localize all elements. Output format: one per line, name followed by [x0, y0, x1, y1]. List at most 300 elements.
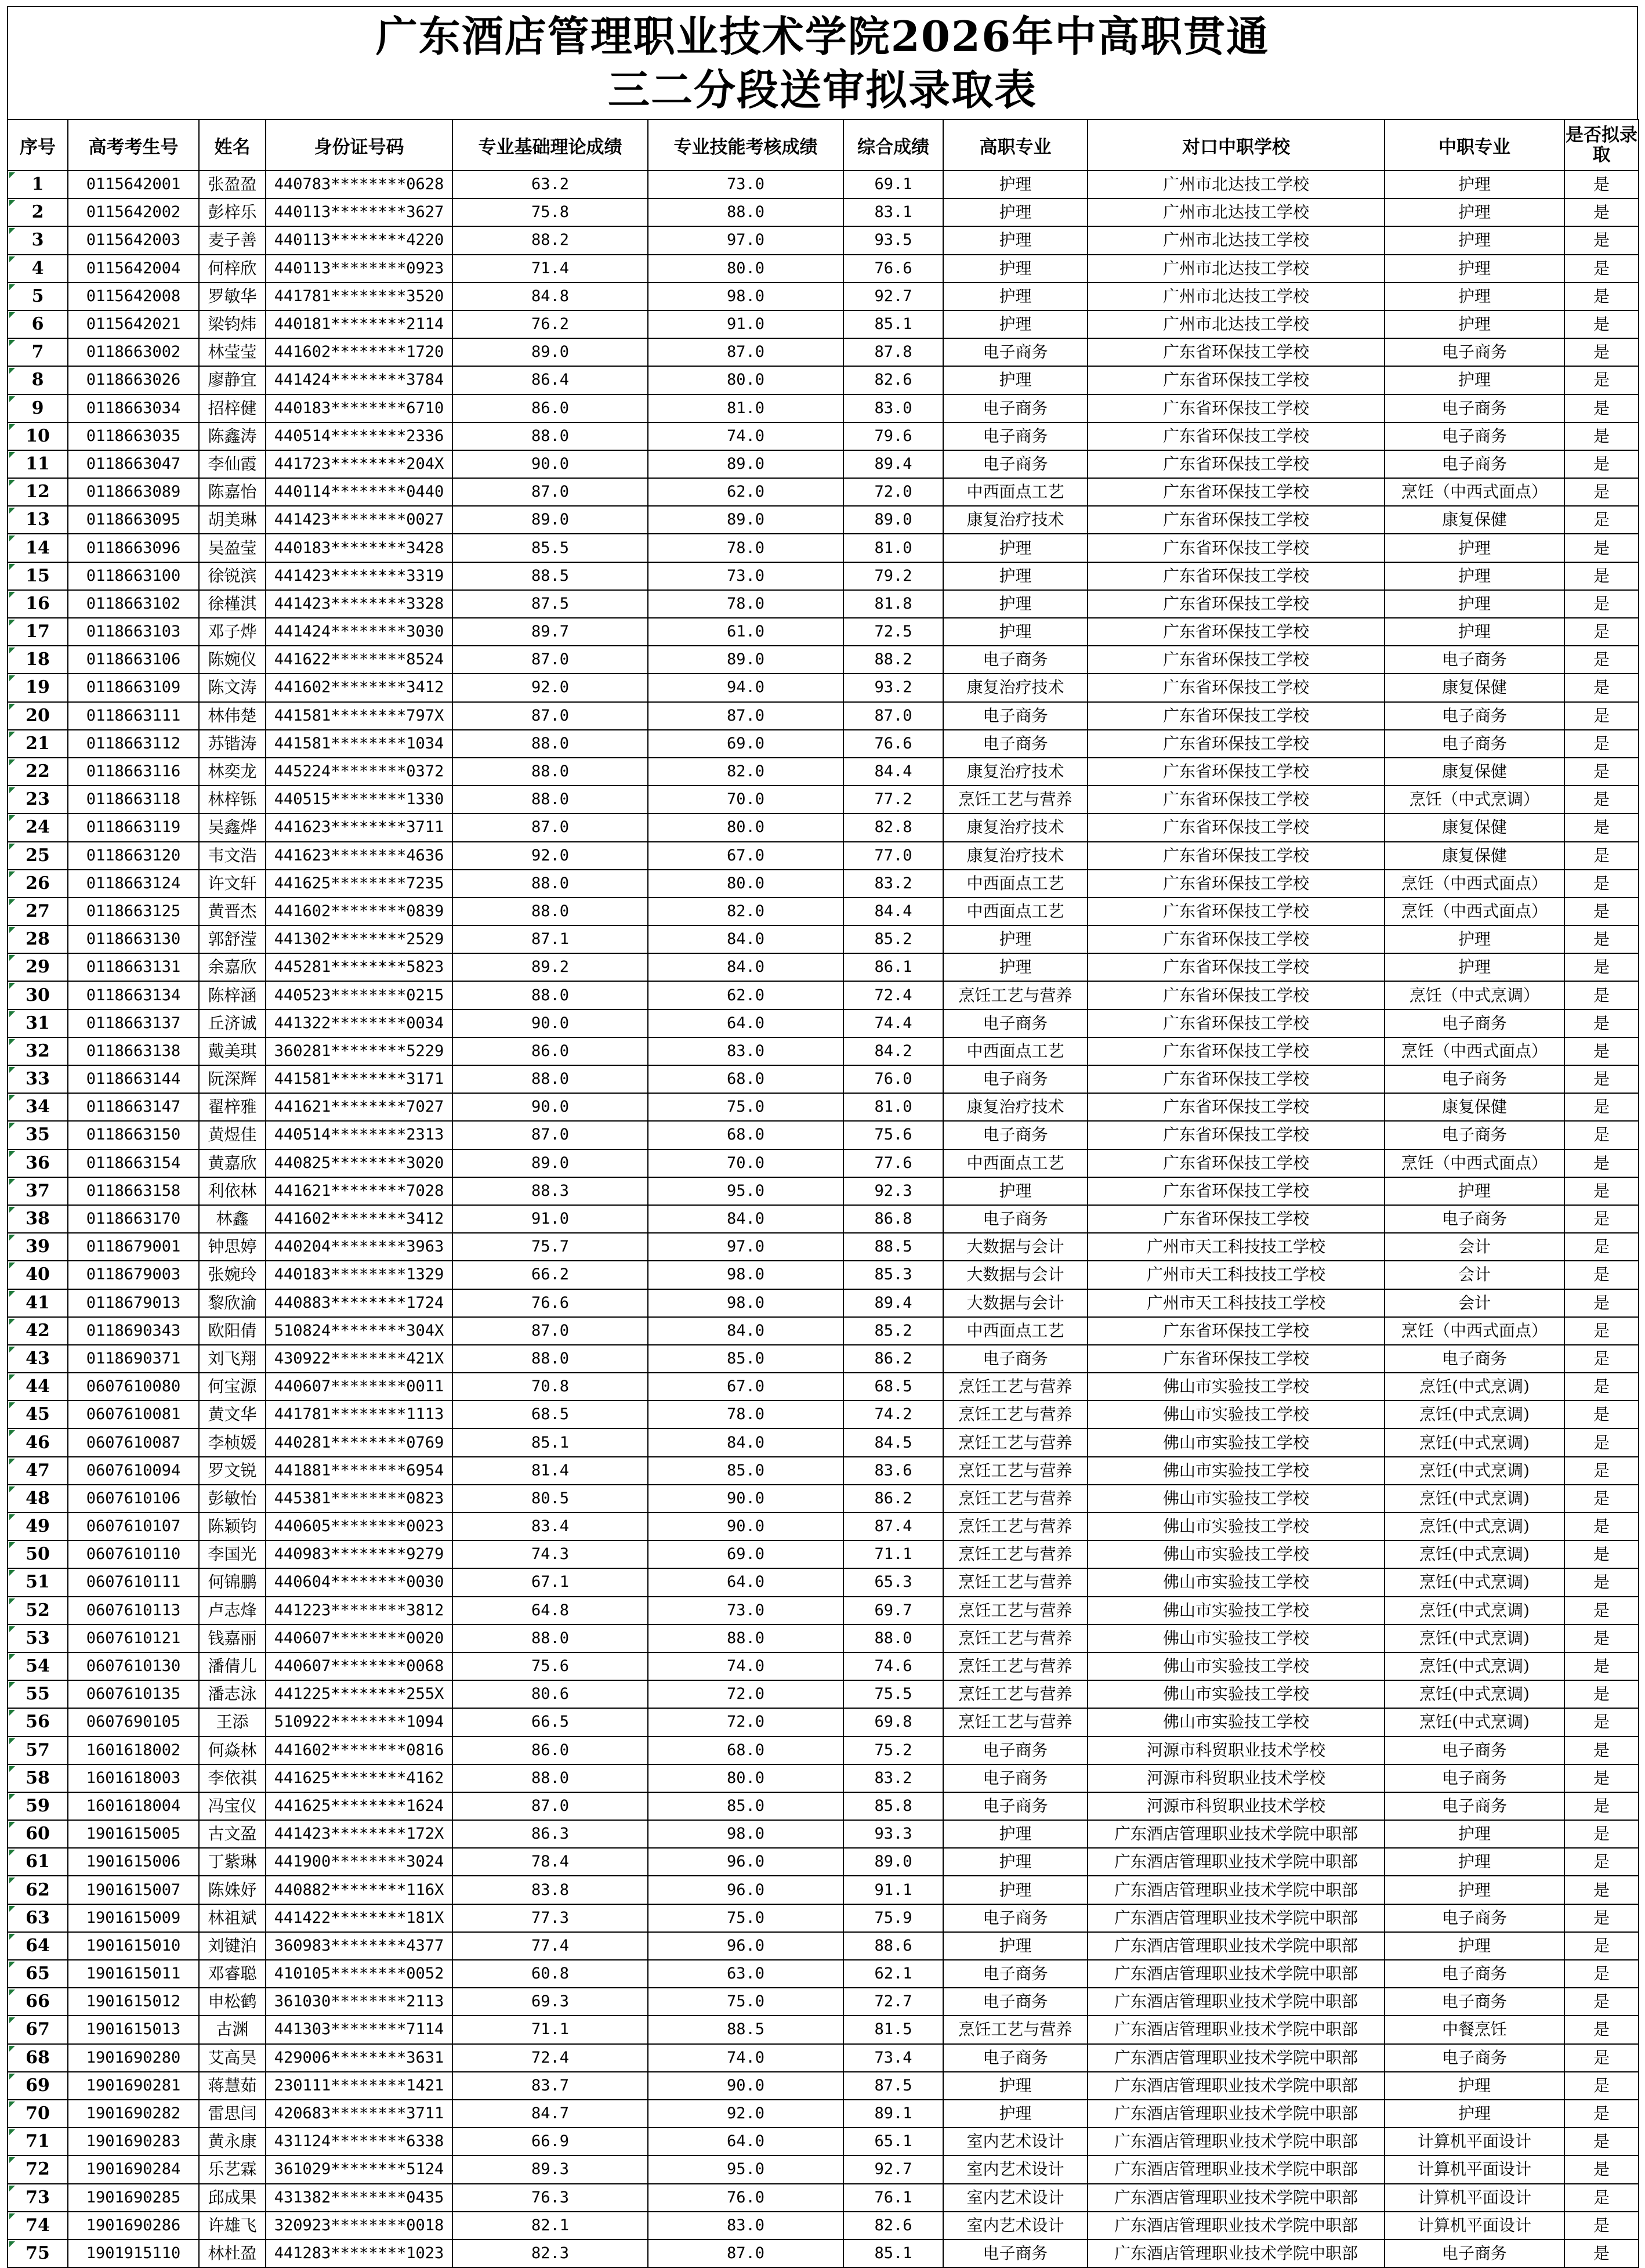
admitted-cell: 是 [1564, 366, 1639, 394]
admitted-cell: 是 [1564, 730, 1639, 758]
exam-no-cell: 1901690285 [68, 2184, 199, 2212]
table-row [8, 646, 1639, 674]
id-no-cell: 441625********4162 [266, 1764, 452, 1792]
admitted-cell: 是 [1564, 2100, 1639, 2128]
skill-score-cell: 80.0 [648, 870, 843, 898]
vocational-school-cell: 广州市北达技工学校 [1088, 310, 1385, 338]
college-major-cell: 康复治疗技术 [943, 758, 1088, 786]
name-cell: 林奕龙 [199, 758, 266, 786]
skill-score-cell: 87.0 [648, 2240, 843, 2267]
skill-score-cell: 88.0 [648, 1625, 843, 1652]
vocational-school-cell: 广州市北达技工学校 [1088, 226, 1385, 254]
id-no-cell: 441602********0839 [266, 898, 452, 925]
skill-score-cell: 80.0 [648, 366, 843, 394]
table-row [8, 1625, 1639, 1652]
seq-cell: 42 [8, 1317, 68, 1345]
vocational-major-cell: 烹饪(中式烹调) [1385, 1652, 1564, 1680]
name-cell: 翟梓雅 [199, 1093, 266, 1121]
admitted-cell: 是 [1564, 1373, 1639, 1401]
vocational-major-cell: 护理 [1385, 2100, 1564, 2128]
vocational-school-cell: 广东酒店管理职业技术学院中职部 [1088, 2184, 1385, 2212]
col-header-exam-no: 高考考生号 [68, 120, 199, 171]
college-major-cell: 电子商务 [943, 1345, 1088, 1373]
college-major-cell: 护理 [943, 925, 1088, 953]
name-cell: 林莹莹 [199, 338, 266, 366]
skill-score-cell: 94.0 [648, 674, 843, 701]
vocational-major-cell: 电子商务 [1385, 338, 1564, 366]
id-no-cell: 441625********1624 [266, 1792, 452, 1820]
seq-cell: 54 [8, 1652, 68, 1680]
name-cell: 林伟楚 [199, 702, 266, 730]
total-score-cell: 81.0 [843, 534, 943, 562]
total-score-cell: 88.2 [843, 646, 943, 674]
college-major-cell: 护理 [943, 198, 1088, 226]
name-cell: 古渊 [199, 2016, 266, 2043]
total-score-cell: 93.5 [843, 226, 943, 254]
college-major-cell: 烹饪工艺与营养 [943, 1485, 1088, 1513]
table-row [8, 2240, 1639, 2267]
theory-score-cell: 69.3 [452, 1988, 648, 2016]
vocational-major-cell: 烹饪(中式烹调) [1385, 1708, 1564, 1736]
table-row [8, 1876, 1639, 1904]
exam-no-cell: 0118663137 [68, 1010, 199, 1037]
theory-score-cell: 85.5 [452, 534, 648, 562]
vocational-major-cell: 康复保健 [1385, 758, 1564, 786]
theory-score-cell: 71.4 [452, 255, 648, 283]
seq-cell: 62 [8, 1876, 68, 1904]
seq-cell: 60 [8, 1820, 68, 1848]
seq-cell: 30 [8, 981, 68, 1009]
admitted-cell: 是 [1564, 813, 1639, 841]
theory-score-cell: 87.0 [452, 1792, 648, 1820]
skill-score-cell: 78.0 [648, 590, 843, 618]
college-major-cell: 烹饪工艺与营养 [943, 1540, 1088, 1568]
college-major-cell: 电子商务 [943, 1205, 1088, 1233]
vocational-school-cell: 广东酒店管理职业技术学院中职部 [1088, 1876, 1385, 1904]
col-header-theory-score: 专业基础理论成绩 [452, 120, 648, 171]
vocational-school-cell: 广州市北达技工学校 [1088, 283, 1385, 310]
theory-score-cell: 90.0 [452, 1010, 648, 1037]
skill-score-cell: 82.0 [648, 758, 843, 786]
vocational-school-cell: 佛山市实验技工学校 [1088, 1513, 1385, 1540]
theory-score-cell: 89.0 [452, 1149, 648, 1177]
exam-no-cell: 0118663103 [68, 618, 199, 646]
table-row [8, 1345, 1639, 1373]
total-score-cell: 69.8 [843, 1708, 943, 1736]
vocational-major-cell: 烹饪（中式烹调） [1385, 786, 1564, 813]
vocational-major-cell: 护理 [1385, 1848, 1564, 1876]
admitted-cell: 是 [1564, 674, 1639, 701]
exam-no-cell: 0607610106 [68, 1485, 199, 1513]
exam-no-cell: 0118663158 [68, 1177, 199, 1205]
vocational-school-cell: 广州市天工科技技工学校 [1088, 1233, 1385, 1261]
exam-no-cell: 0118679001 [68, 1233, 199, 1261]
vocational-major-cell: 烹饪（中西式面点） [1385, 898, 1564, 925]
admitted-cell: 是 [1564, 1568, 1639, 1596]
exam-no-cell: 0118663089 [68, 478, 199, 506]
table-row [8, 338, 1639, 366]
college-major-cell: 中西面点工艺 [943, 898, 1088, 925]
total-score-cell: 88.6 [843, 1932, 943, 1960]
vocational-school-cell: 广州市北达技工学校 [1088, 171, 1385, 198]
id-no-cell: 441602********0816 [266, 1737, 452, 1764]
skill-score-cell: 91.0 [648, 310, 843, 338]
name-cell: 黄嘉欣 [199, 1149, 266, 1177]
seq-cell: 50 [8, 1540, 68, 1568]
theory-score-cell: 68.5 [452, 1401, 648, 1428]
seq-cell: 45 [8, 1401, 68, 1428]
table-row [8, 2184, 1639, 2212]
admitted-cell: 是 [1564, 1121, 1639, 1149]
theory-score-cell: 88.0 [452, 422, 648, 450]
vocational-major-cell: 护理 [1385, 618, 1564, 646]
id-no-cell: 431382********0435 [266, 2184, 452, 2212]
name-cell: 利依林 [199, 1177, 266, 1205]
exam-no-cell: 0607610080 [68, 1373, 199, 1401]
college-major-cell: 电子商务 [943, 730, 1088, 758]
admitted-cell: 是 [1564, 870, 1639, 898]
skill-score-cell: 74.0 [648, 2044, 843, 2072]
vocational-major-cell: 烹饪（中西式面点） [1385, 478, 1564, 506]
name-cell: 雷思闫 [199, 2100, 266, 2128]
exam-no-cell: 0118679013 [68, 1289, 199, 1317]
name-cell: 徐锐滨 [199, 562, 266, 590]
exam-no-cell: 0607610110 [68, 1540, 199, 1568]
name-cell: 何焱林 [199, 1737, 266, 1764]
id-no-cell: 441322********0034 [266, 1010, 452, 1037]
table-row [8, 255, 1639, 283]
skill-score-cell: 69.0 [648, 1540, 843, 1568]
admitted-cell: 是 [1564, 1513, 1639, 1540]
vocational-school-cell: 佛山市实验技工学校 [1088, 1373, 1385, 1401]
theory-score-cell: 88.3 [452, 1177, 648, 1205]
name-cell: 罗敏华 [199, 283, 266, 310]
exam-no-cell: 1901690280 [68, 2044, 199, 2072]
skill-score-cell: 84.0 [648, 1317, 843, 1345]
seq-cell: 72 [8, 2155, 68, 2183]
vocational-major-cell: 计算机平面设计 [1385, 2184, 1564, 2212]
table-row [8, 2016, 1639, 2043]
total-score-cell: 72.7 [843, 1988, 943, 2016]
exam-no-cell: 0118663120 [68, 842, 199, 870]
table-row [8, 618, 1639, 646]
vocational-school-cell: 佛山市实验技工学校 [1088, 1625, 1385, 1652]
table-row [8, 2128, 1639, 2155]
theory-score-cell: 82.1 [452, 2212, 648, 2240]
exam-no-cell: 1901615012 [68, 1988, 199, 2016]
theory-score-cell: 89.0 [452, 506, 648, 534]
theory-score-cell: 91.0 [452, 1205, 648, 1233]
vocational-school-cell: 广东酒店管理职业技术学院中职部 [1088, 2212, 1385, 2240]
college-major-cell: 康复治疗技术 [943, 674, 1088, 701]
skill-score-cell: 85.0 [648, 1457, 843, 1485]
seq-cell: 47 [8, 1457, 68, 1485]
college-major-cell: 烹饪工艺与营养 [943, 1680, 1088, 1708]
total-score-cell: 86.1 [843, 953, 943, 981]
vocational-school-cell: 广东省环保技工学校 [1088, 1065, 1385, 1093]
college-major-cell: 康复治疗技术 [943, 842, 1088, 870]
id-no-cell: 440113********0923 [266, 255, 452, 283]
table-body [8, 171, 1639, 2267]
vocational-school-cell: 广东酒店管理职业技术学院中职部 [1088, 2016, 1385, 2043]
name-cell: 冯宝仪 [199, 1792, 266, 1820]
vocational-school-cell: 广东省环保技工学校 [1088, 450, 1385, 478]
admitted-cell: 是 [1564, 450, 1639, 478]
name-cell: 罗文锐 [199, 1457, 266, 1485]
name-cell: 刘飞翔 [199, 1345, 266, 1373]
exam-no-cell: 1901690283 [68, 2128, 199, 2155]
total-score-cell: 93.2 [843, 674, 943, 701]
skill-score-cell: 80.0 [648, 255, 843, 283]
skill-score-cell: 96.0 [648, 1932, 843, 1960]
id-no-cell: 441623********3711 [266, 813, 452, 841]
admitted-cell: 是 [1564, 1428, 1639, 1456]
total-score-cell: 88.5 [843, 1233, 943, 1261]
vocational-school-cell: 佛山市实验技工学校 [1088, 1540, 1385, 1568]
skill-score-cell: 90.0 [648, 2072, 843, 2100]
id-no-cell: 230111********1421 [266, 2072, 452, 2100]
college-major-cell: 康复治疗技术 [943, 1093, 1088, 1121]
college-major-cell: 护理 [943, 1848, 1088, 1876]
total-score-cell: 68.5 [843, 1373, 943, 1401]
total-score-cell: 88.0 [843, 1625, 943, 1652]
name-cell: 许文轩 [199, 870, 266, 898]
total-score-cell: 69.1 [843, 171, 943, 198]
name-cell: 彭敏怡 [199, 1485, 266, 1513]
col-header-admitted: 是否拟录取 [1564, 120, 1639, 171]
seq-cell: 31 [8, 1010, 68, 1037]
total-score-cell: 79.2 [843, 562, 943, 590]
table-row [8, 1764, 1639, 1792]
id-no-cell: 441423********172X [266, 1820, 452, 1848]
name-cell: 林梓铄 [199, 786, 266, 813]
admitted-cell: 是 [1564, 1149, 1639, 1177]
exam-no-cell: 0118663130 [68, 925, 199, 953]
skill-score-cell: 85.0 [648, 1792, 843, 1820]
name-cell: 黄永康 [199, 2128, 266, 2155]
seq-cell: 34 [8, 1093, 68, 1121]
admitted-cell: 是 [1564, 1904, 1639, 1932]
admitted-cell: 是 [1564, 1457, 1639, 1485]
admitted-cell: 是 [1564, 646, 1639, 674]
seq-cell: 41 [8, 1289, 68, 1317]
seq-cell: 58 [8, 1764, 68, 1792]
exam-no-cell: 0118663047 [68, 450, 199, 478]
skill-score-cell: 90.0 [648, 1513, 843, 1540]
table-row [8, 953, 1639, 981]
vocational-school-cell: 广东酒店管理职业技术学院中职部 [1088, 1904, 1385, 1932]
vocational-major-cell: 电子商务 [1385, 1065, 1564, 1093]
vocational-major-cell: 烹饪（中西式面点） [1385, 1149, 1564, 1177]
total-score-cell: 81.5 [843, 2016, 943, 2043]
seq-cell: 66 [8, 1988, 68, 2016]
admitted-cell: 是 [1564, 310, 1639, 338]
total-score-cell: 92.7 [843, 2155, 943, 2183]
id-no-cell: 441424********3784 [266, 366, 452, 394]
skill-score-cell: 98.0 [648, 1261, 843, 1289]
skill-score-cell: 88.0 [648, 198, 843, 226]
name-cell: 刘键泊 [199, 1932, 266, 1960]
vocational-school-cell: 广东省环保技工学校 [1088, 1093, 1385, 1121]
theory-score-cell: 88.0 [452, 981, 648, 1009]
exam-no-cell: 0607610113 [68, 1597, 199, 1625]
seq-cell: 33 [8, 1065, 68, 1093]
table-row [8, 506, 1639, 534]
exam-no-cell: 0118663002 [68, 338, 199, 366]
vocational-major-cell: 电子商务 [1385, 1205, 1564, 1233]
vocational-major-cell: 护理 [1385, 255, 1564, 283]
exam-no-cell: 0118663131 [68, 953, 199, 981]
skill-score-cell: 80.0 [648, 813, 843, 841]
admitted-cell: 是 [1564, 1205, 1639, 1233]
exam-no-cell: 0118663035 [68, 422, 199, 450]
seq-cell: 71 [8, 2128, 68, 2155]
college-major-cell: 烹饪工艺与营养 [943, 1401, 1088, 1428]
name-cell: 黎欣渝 [199, 1289, 266, 1317]
total-score-cell: 83.1 [843, 198, 943, 226]
vocational-major-cell: 电子商务 [1385, 1764, 1564, 1792]
vocational-school-cell: 佛山市实验技工学校 [1088, 1428, 1385, 1456]
vocational-school-cell: 佛山市实验技工学校 [1088, 1597, 1385, 1625]
title-line-2: 三二分段送审拟录取表 [607, 64, 1037, 114]
admitted-cell: 是 [1564, 2128, 1639, 2155]
total-score-cell: 85.1 [843, 310, 943, 338]
theory-score-cell: 85.1 [452, 1428, 648, 1456]
seq-cell: 51 [8, 1568, 68, 1596]
seq-cell: 46 [8, 1428, 68, 1456]
id-no-cell: 441422********181X [266, 1904, 452, 1932]
college-major-cell: 电子商务 [943, 1960, 1088, 1988]
vocational-school-cell: 佛山市实验技工学校 [1088, 1457, 1385, 1485]
vocational-school-cell: 佛山市实验技工学校 [1088, 1708, 1385, 1736]
skill-score-cell: 64.0 [648, 2128, 843, 2155]
seq-cell: 56 [8, 1708, 68, 1736]
name-cell: 古文盈 [199, 1820, 266, 1848]
theory-score-cell: 83.4 [452, 1513, 648, 1540]
vocational-major-cell: 护理 [1385, 366, 1564, 394]
vocational-major-cell: 电子商务 [1385, 646, 1564, 674]
vocational-school-cell: 广东省环保技工学校 [1088, 534, 1385, 562]
total-score-cell: 89.4 [843, 1289, 943, 1317]
vocational-major-cell: 电子商务 [1385, 2044, 1564, 2072]
college-major-cell: 电子商务 [943, 450, 1088, 478]
college-major-cell: 电子商务 [943, 395, 1088, 422]
table-row [8, 1737, 1639, 1764]
college-major-cell: 康复治疗技术 [943, 813, 1088, 841]
vocational-school-cell: 广东酒店管理职业技术学院中职部 [1088, 1932, 1385, 1960]
vocational-school-cell: 广东省环保技工学校 [1088, 590, 1385, 618]
vocational-major-cell: 烹饪(中式烹调) [1385, 1428, 1564, 1456]
skill-score-cell: 78.0 [648, 1401, 843, 1428]
name-cell: 黄煜佳 [199, 1121, 266, 1149]
exam-no-cell: 0115642021 [68, 310, 199, 338]
admitted-cell: 是 [1564, 1317, 1639, 1345]
skill-score-cell: 96.0 [648, 1848, 843, 1876]
exam-no-cell: 0118663109 [68, 674, 199, 701]
skill-score-cell: 73.0 [648, 1597, 843, 1625]
seq-cell: 75 [8, 2240, 68, 2267]
theory-score-cell: 87.0 [452, 646, 648, 674]
total-score-cell: 73.4 [843, 2044, 943, 2072]
skill-score-cell: 73.0 [648, 562, 843, 590]
college-major-cell: 电子商务 [943, 1792, 1088, 1820]
admitted-cell: 是 [1564, 1988, 1639, 2016]
table-row [8, 1540, 1639, 1568]
name-cell: 廖静宜 [199, 366, 266, 394]
id-no-cell: 440607********0011 [266, 1373, 452, 1401]
vocational-major-cell: 烹饪(中式烹调) [1385, 1625, 1564, 1652]
vocational-school-cell: 广东省环保技工学校 [1088, 422, 1385, 450]
college-major-cell: 护理 [943, 1820, 1088, 1848]
theory-score-cell: 64.8 [452, 1597, 648, 1625]
id-no-cell: 440883********1724 [266, 1289, 452, 1317]
id-no-cell: 441622********8524 [266, 646, 452, 674]
total-score-cell: 82.8 [843, 813, 943, 841]
college-major-cell: 电子商务 [943, 1764, 1088, 1792]
table-row [8, 2072, 1639, 2100]
total-score-cell: 87.8 [843, 338, 943, 366]
table-row [8, 1205, 1639, 1233]
theory-score-cell: 88.0 [452, 1065, 648, 1093]
id-no-cell: 440181********2114 [266, 310, 452, 338]
name-cell: 邓子烨 [199, 618, 266, 646]
id-no-cell: 441424********3030 [266, 618, 452, 646]
total-score-cell: 92.7 [843, 283, 943, 310]
total-score-cell: 71.1 [843, 1540, 943, 1568]
seq-cell: 11 [8, 450, 68, 478]
total-score-cell: 87.0 [843, 702, 943, 730]
exam-no-cell: 0118663170 [68, 1205, 199, 1233]
total-score-cell: 75.6 [843, 1121, 943, 1149]
name-cell: 蒋慧茹 [199, 2072, 266, 2100]
vocational-major-cell: 护理 [1385, 1820, 1564, 1848]
vocational-major-cell: 中餐烹饪 [1385, 2016, 1564, 2043]
admitted-cell: 是 [1564, 1037, 1639, 1065]
table-row [8, 1261, 1639, 1289]
skill-score-cell: 75.0 [648, 1904, 843, 1932]
id-no-cell: 445281********5823 [266, 953, 452, 981]
admitted-cell: 是 [1564, 1345, 1639, 1373]
vocational-school-cell: 广东省环保技工学校 [1088, 1010, 1385, 1037]
total-score-cell: 69.7 [843, 1597, 943, 1625]
vocational-school-cell: 佛山市实验技工学校 [1088, 1401, 1385, 1428]
college-major-cell: 护理 [943, 255, 1088, 283]
vocational-school-cell: 广东省环保技工学校 [1088, 674, 1385, 701]
vocational-school-cell: 广东省环保技工学校 [1088, 842, 1385, 870]
theory-score-cell: 92.0 [452, 674, 648, 701]
vocational-major-cell: 烹饪(中式烹调) [1385, 1457, 1564, 1485]
college-major-cell: 电子商务 [943, 338, 1088, 366]
skill-score-cell: 98.0 [648, 1820, 843, 1848]
total-score-cell: 65.3 [843, 1568, 943, 1596]
theory-score-cell: 87.0 [452, 1317, 648, 1345]
name-cell: 潘志泳 [199, 1680, 266, 1708]
vocational-major-cell: 电子商务 [1385, 1737, 1564, 1764]
skill-score-cell: 74.0 [648, 422, 843, 450]
total-score-cell: 77.2 [843, 786, 943, 813]
total-score-cell: 62.1 [843, 1960, 943, 1988]
id-no-cell: 441723********204X [266, 450, 452, 478]
total-score-cell: 72.0 [843, 478, 943, 506]
id-no-cell: 441581********3171 [266, 1065, 452, 1093]
skill-score-cell: 84.0 [648, 953, 843, 981]
vocational-school-cell: 广东省环保技工学校 [1088, 395, 1385, 422]
vocational-school-cell: 广东酒店管理职业技术学院中职部 [1088, 2100, 1385, 2128]
skill-score-cell: 95.0 [648, 2155, 843, 2183]
skill-score-cell: 92.0 [648, 2100, 843, 2128]
vocational-major-cell: 电子商务 [1385, 1345, 1564, 1373]
theory-score-cell: 88.0 [452, 1345, 648, 1373]
